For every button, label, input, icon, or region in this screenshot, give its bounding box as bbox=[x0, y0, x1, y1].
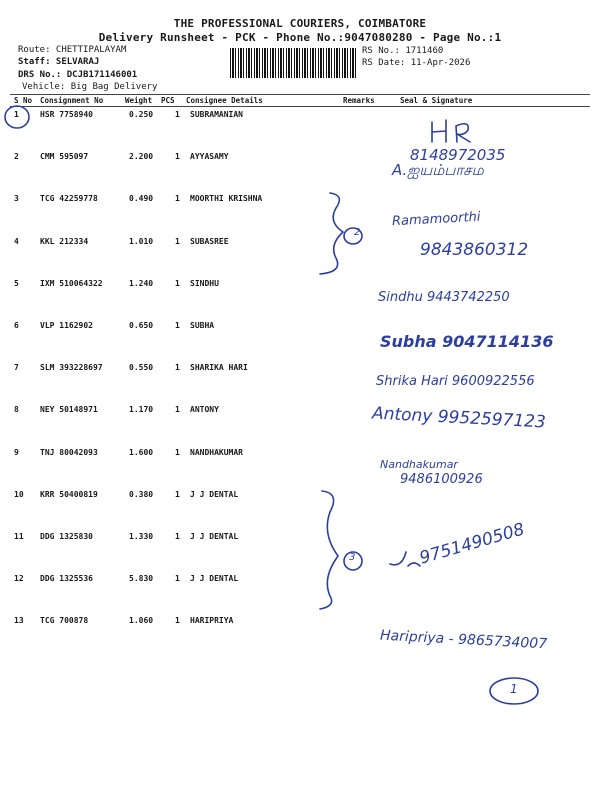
cell-consignee: MOORTHI KRISHNA bbox=[190, 194, 263, 204]
cell-pcs: 1 bbox=[175, 616, 180, 626]
cell-weight: 1.600 bbox=[129, 447, 154, 457]
signature-row11-mark bbox=[390, 552, 420, 566]
col-remarks: Remarks bbox=[343, 96, 375, 105]
cell-weight: 1.060 bbox=[129, 616, 154, 626]
signature-row1 bbox=[432, 120, 470, 142]
cell-consignment: CMM 595097 bbox=[40, 152, 89, 162]
signature-row4-phone: 9843860312 bbox=[420, 240, 529, 260]
vehicle-text: Vehicle: Big Bag Delivery bbox=[22, 82, 158, 92]
cell-consignment: TCG 700878 bbox=[40, 616, 89, 626]
signature-row2-name: A.ஐயம்பாசம bbox=[392, 161, 484, 179]
signature-row11: 9751490508 bbox=[417, 519, 527, 569]
cell-sno: 2 bbox=[14, 152, 19, 162]
cell-sno: 7 bbox=[14, 363, 19, 373]
cell-consignment: KKL 212334 bbox=[40, 236, 89, 246]
signature-row4-name: Ramamoorthi bbox=[391, 209, 481, 230]
runsheet-subtitle: Delivery Runsheet - PCK - Phone No.:9047080280 - Page No.:1 bbox=[98, 31, 502, 44]
route-text: Route: CHETTIPALAYAM bbox=[18, 45, 127, 55]
cell-consignment: SLM 393228697 bbox=[40, 363, 103, 373]
col-sno: S No bbox=[14, 96, 33, 105]
rs-number: RS No.: 1711460 bbox=[362, 46, 444, 56]
cell-consignee: SINDHU bbox=[190, 278, 219, 288]
drs-number: DRS No.: DCJB171146001 bbox=[18, 70, 138, 80]
cell-weight: 1.240 bbox=[129, 278, 154, 288]
row1-circle-mark bbox=[5, 106, 29, 128]
cell-pcs: 1 bbox=[175, 236, 180, 246]
cell-pcs: 1 bbox=[175, 405, 180, 415]
cell-consignment: DDG 1325830 bbox=[40, 532, 93, 541]
cell-consignee: AYYASAMY bbox=[190, 152, 229, 162]
cell-weight: 5.830 bbox=[129, 574, 154, 584]
cell-pcs: 1 bbox=[175, 447, 180, 457]
signature-row6: Subha 9047114136 bbox=[380, 332, 554, 351]
signature-row5: Sindhu 9443742250 bbox=[378, 290, 510, 305]
cell-weight: 0.380 bbox=[129, 489, 154, 499]
group-count-b: 3 bbox=[349, 552, 356, 563]
signature-row13: Haripriya - 9865734007 bbox=[379, 627, 548, 653]
col-pcs: PCS bbox=[161, 96, 175, 105]
cell-consignment: DDG 1325536 bbox=[40, 574, 93, 584]
cell-pcs: 1 bbox=[175, 363, 180, 373]
page-circle-number: 1 bbox=[510, 682, 518, 696]
cell-sno: 5 bbox=[14, 278, 19, 288]
cell-weight: 0.650 bbox=[129, 321, 154, 330]
cell-consignment: IXM 510064322 bbox=[40, 278, 103, 288]
cell-consignee: J J DENTAL bbox=[190, 532, 239, 541]
cell-weight: 0.490 bbox=[129, 194, 154, 204]
cell-sno: 6 bbox=[14, 321, 19, 330]
cell-sno: 10 bbox=[14, 489, 24, 499]
cell-sno: 8 bbox=[14, 405, 19, 415]
cell-weight: 2.200 bbox=[129, 152, 154, 162]
cell-weight: 0.250 bbox=[129, 110, 154, 119]
cell-pcs: 1 bbox=[175, 194, 180, 204]
cell-weight: 1.170 bbox=[129, 405, 154, 415]
cell-weight: 1.010 bbox=[129, 236, 154, 246]
group-count-a: 2 bbox=[354, 227, 361, 238]
cell-sno: 13 bbox=[14, 616, 24, 626]
cell-consignment: TNJ 80042093 bbox=[40, 447, 98, 457]
cell-consignee: SUBRAMANIAN bbox=[190, 110, 243, 119]
cell-consignee: HARIPRIYA bbox=[190, 616, 234, 626]
cell-consignment: KRR 50400819 bbox=[40, 489, 98, 499]
cell-sno: 4 bbox=[14, 236, 19, 246]
cell-sno: 12 bbox=[14, 574, 24, 584]
cell-sno: 3 bbox=[14, 194, 19, 204]
cell-weight: 1.330 bbox=[129, 532, 154, 541]
cell-pcs: 1 bbox=[175, 574, 180, 584]
cell-pcs: 1 bbox=[175, 152, 180, 162]
cell-consignee: SUBHA bbox=[190, 321, 215, 330]
signature-row8: Antony 9952597123 bbox=[371, 403, 547, 433]
cell-consignee: SUBASREE bbox=[190, 236, 229, 246]
group-bracket-a bbox=[320, 193, 343, 274]
cell-pcs: 1 bbox=[175, 489, 180, 499]
cell-consignee: J J DENTAL bbox=[190, 489, 239, 499]
col-consignee: Consignee Details bbox=[186, 96, 263, 105]
col-consignment: Consignment No bbox=[40, 96, 104, 105]
cell-weight: 0.550 bbox=[129, 363, 154, 373]
company-title: THE PROFESSIONAL COURIERS, COIMBATORE bbox=[173, 17, 427, 30]
signature-row2-phone: 8148972035 bbox=[410, 146, 506, 164]
cell-sno: 1 bbox=[14, 110, 19, 119]
cell-sno: 9 bbox=[14, 447, 19, 457]
cell-consignee: SHARIKA HARI bbox=[190, 363, 248, 373]
cell-sno: 11 bbox=[14, 532, 24, 541]
cell-consignment: HSR 7758940 bbox=[40, 110, 93, 119]
group-bracket-b bbox=[320, 491, 338, 609]
signature-row7: Shrika Hari 9600922556 bbox=[376, 374, 535, 389]
cell-consignee: ANTONY bbox=[190, 405, 219, 415]
cell-pcs: 1 bbox=[175, 110, 180, 119]
signature-row9-phone: 9486100926 bbox=[400, 472, 483, 487]
cell-pcs: 1 bbox=[175, 321, 180, 330]
col-weight: Weight bbox=[125, 96, 153, 105]
col-signature: Seal & Signature bbox=[400, 96, 473, 105]
cell-consignee: NANDHAKUMAR bbox=[190, 447, 243, 457]
cell-pcs: 1 bbox=[175, 532, 180, 541]
cell-consignment: VLP 1162902 bbox=[40, 321, 93, 330]
cell-consignment: NEY 50148971 bbox=[40, 405, 98, 415]
cell-consignee: J J DENTAL bbox=[190, 574, 239, 584]
staff-text: Staff: SELVARAJ bbox=[18, 57, 100, 67]
rs-date: RS Date: 11-Apr-2026 bbox=[362, 58, 471, 68]
cell-pcs: 1 bbox=[175, 278, 180, 288]
signature-row9-name: Nandhakumar bbox=[380, 458, 458, 471]
cell-consignment: TCG 42259778 bbox=[40, 194, 98, 204]
